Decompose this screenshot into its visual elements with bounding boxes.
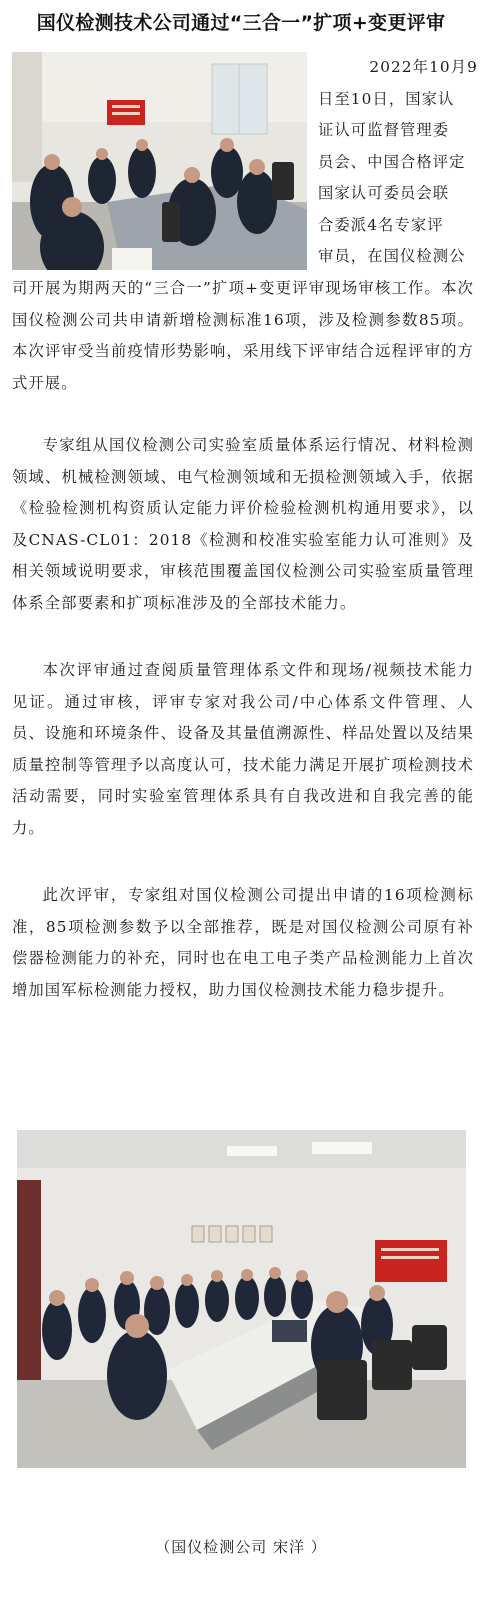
meeting-photo-1 bbox=[12, 52, 307, 270]
wrap-line-3: 证认可监督管理委 bbox=[318, 121, 450, 139]
paragraph-1-continued: 司开展为期两天的“三合一”扩项+变更评审现场审核工作。本次国仪检测公司共申请新增检测标准16项，涉及检测参数85项。本次评审受当前疫情形势影响，采用线下评审结合远程评审的方式开展。 bbox=[12, 279, 474, 392]
wrap-line-5: 国家认可委员会联 bbox=[318, 184, 450, 202]
paragraph-3: 本次评审通过查阅质量管理体系文件和现场/视频技术能力见证。通过审核，评审专家对我公司/中心体系文件管理、人员、设施和环境条件、设备及其量值溯源性、样品处置以及结果质量控制等管理予以高度认可，技术能力满足开展扩项检测技术活动需要，同时实验室管理体系具有自我改进和自我完善的能力。 bbox=[12, 661, 474, 837]
meeting-photo-2 bbox=[17, 1130, 466, 1468]
wrap-line-4: 员会、中国合格评定 bbox=[318, 152, 466, 171]
paragraph-4: 此次评审，专家组对国仪检测公司提出申请的16项检测标准，85项检测参数予以全部推荐，既是对国仪检测公司原有补偿器检测能力的补充，同时也在电工电子类产品检测能力上首次增加国军标检测能力授权，助力国仪检测技术能力稳步提升。 bbox=[12, 886, 474, 999]
wrap-line-7: 审员，在国仪检测公 bbox=[318, 247, 466, 265]
author-credit: （国仪检测公司 宋洋 ） bbox=[155, 1538, 327, 1556]
wrap-line-1: 2022年10月9 bbox=[369, 58, 478, 76]
wrap-line-2: 日至10日，国家认 bbox=[318, 89, 455, 108]
paragraph-2: 专家组从国仪检测公司实验室质量体系运行情况、材料检测领域、机械检测领域、电气检测领域和无损检测领域入手，依据《检验检测机构资质认定能力评价检验检测机构通用要求》，以及CNAS-CL01：2018《检测和校准实验室能力认可准则》及相关领域说明要求，审核范围覆盖国仪检测公司实验室质量管理体系全部要素和扩项标准涉及的全部技术能力。 bbox=[12, 436, 474, 612]
article-title: 国仪检测技术公司通过“三合一”扩项+变更评审 bbox=[36, 12, 446, 34]
intro-wrap-text bbox=[318, 52, 478, 272]
wrap-line-6: 合委派4名专家评 bbox=[318, 215, 444, 234]
